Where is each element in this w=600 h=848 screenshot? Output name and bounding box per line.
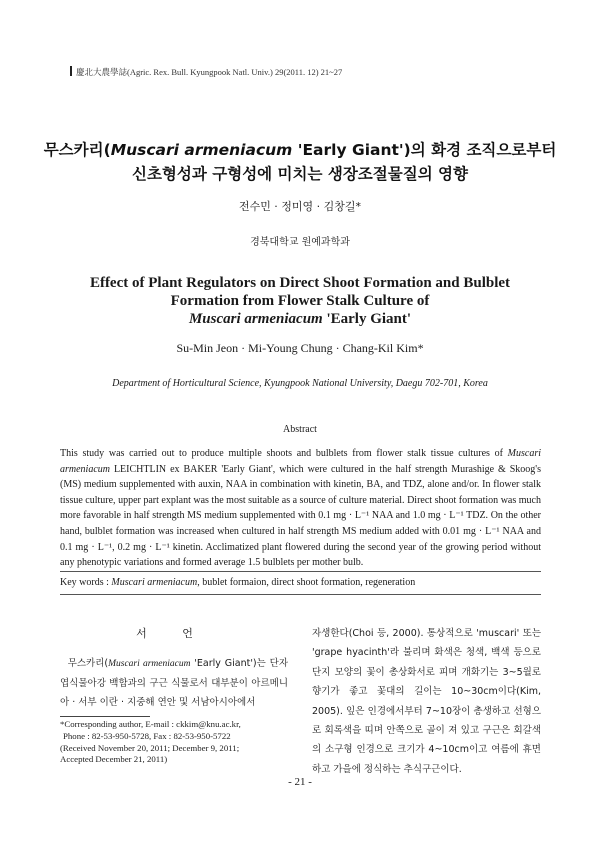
introduction-right-column: 자생한다(Choi 등, 2000). 통상적으로 'muscari' 또는 'grape hyacinth'라 불리며 화색은 청색, 백색 등으로 단지 모양의 꽃이 총상화서로 피며 개화기는 3~5월로 향기가 좋고 꽃대의 길이는 10~30cm이다(Kim, 2005). 잎은 인경에서부터 7~10장이 총생하고 선형으로 회록색을 띠며 안쪽으로 골이 져 있고 구근은 회갈색의 소구형 인경으로 크기가 4~10cm이고 여름에 휴면하고 가을에 정식하는 추식구근이다. <box>312 628 541 775</box>
korean-title-text: 무스카리( <box>43 141 111 159</box>
keywords-species: Muscari armeniacum <box>111 577 198 588</box>
journal-header <box>70 66 342 78</box>
english-authors: Su-Min Jeon · Mi-Young Chung · Chang-Kil Kim* <box>176 341 424 355</box>
english-affiliation: Department of Horticultural Science, Kyungpook National University, Daegu 702-701, Korea <box>112 378 488 389</box>
header-bar <box>70 66 72 76</box>
keywords-top-rule <box>60 571 541 572</box>
abstract-body <box>60 446 541 571</box>
korean-title <box>40 138 560 186</box>
abstract-heading: Abstract <box>283 424 317 435</box>
korean-affiliation: 경북대학교 원예과학과 <box>250 237 350 248</box>
footnote <box>60 719 290 766</box>
english-title-species: Muscari armeniacum <box>188 311 323 327</box>
footnote-line: (Received November 20, 2011; December 9, 2011; <box>60 742 240 753</box>
intro-species: Muscari armeniacum <box>108 659 191 669</box>
introduction-left-column <box>60 654 288 712</box>
keywords <box>60 577 541 588</box>
korean-title-line2: 신초형성과 구형성에 미치는 생장조절물질의 영향 <box>131 165 469 183</box>
english-title-line1: Effect of Plant Regulators on Direct Shoot Formation and Bulblet <box>89 275 511 291</box>
footnote-rule <box>60 716 150 717</box>
korean-title-text: 'Early Giant')의 화경 조직으로부터 <box>292 141 557 159</box>
english-title <box>40 274 560 328</box>
keywords-label: Key words : <box>60 577 112 588</box>
keywords-list: , bublet formaion, direct shoot formation, regeneration <box>197 577 416 588</box>
english-title-cultivar: 'Early Giant' <box>322 311 412 327</box>
english-title-line2: Formation from Flower Stalk Culture of <box>170 293 430 309</box>
keywords-bottom-rule <box>60 594 541 595</box>
footnote-line: Accepted December 21, 2011) <box>60 754 168 765</box>
footnote-line: *Corresponding author, E-mail : ckkim@knu.ac.kr, <box>60 719 241 729</box>
intro-text: 무스카리( <box>67 658 109 669</box>
abstract-text: This study was carried out to produce multiple shoots and bulblets from flower stalk tissue cultures of <box>60 448 508 459</box>
korean-title-species: Muscari armeniacum <box>110 141 293 159</box>
journal-citation: 慶北大農學誌(Agric. Rex. Bull. Kyungpook Natl. Univ.) 29(2011. 12) 21~27 <box>76 67 343 77</box>
intro-text: 'Early Giant')는 단자엽식물아강 백합과의 구근 식물로서 대부분이 아르메니아 · 서부 이란 · 지중해 연안 및 서남아시아에서 <box>60 658 289 708</box>
page-number: - 21 - <box>288 776 312 788</box>
korean-authors: 전수민 · 정미영 · 김창길* <box>238 200 362 213</box>
section-heading-introduction: 서 언 <box>136 627 209 640</box>
footnote-line: Phone : 82-53-950-5728, Fax : 82-53-950-5722 <box>63 730 231 741</box>
abstract-text: LEICHTLIN ex BAKER 'Early Giant', which were cultured in the half strength Murashige & Skoog's (MS) medium supplemented with auxin, NAA in combination with kinetin, BA, and TDZ, alone and/or. In flower stalk tissue culture, upper part explant was the most suitable as a source of culture material. Direct shoot formation was much more favorable in half strength MS medium supplemented with 0.1 mg · L⁻¹ NAA and 1.0 mg · L⁻¹ TDZ. On the other hand, bulblet formation was increased when cultured in half strength MS medium added with 0.01 mg · L⁻¹ NAA and 0.1 mg · L⁻¹, 0.2 mg · L⁻¹ kinetin. Acclimatized plant flowered during the second year of the growing period without any phenotypic variations and formed average 1.5 bulblets per mother bulb. <box>60 463 541 569</box>
abstract-species: Muscari armeniacum <box>60 448 541 475</box>
